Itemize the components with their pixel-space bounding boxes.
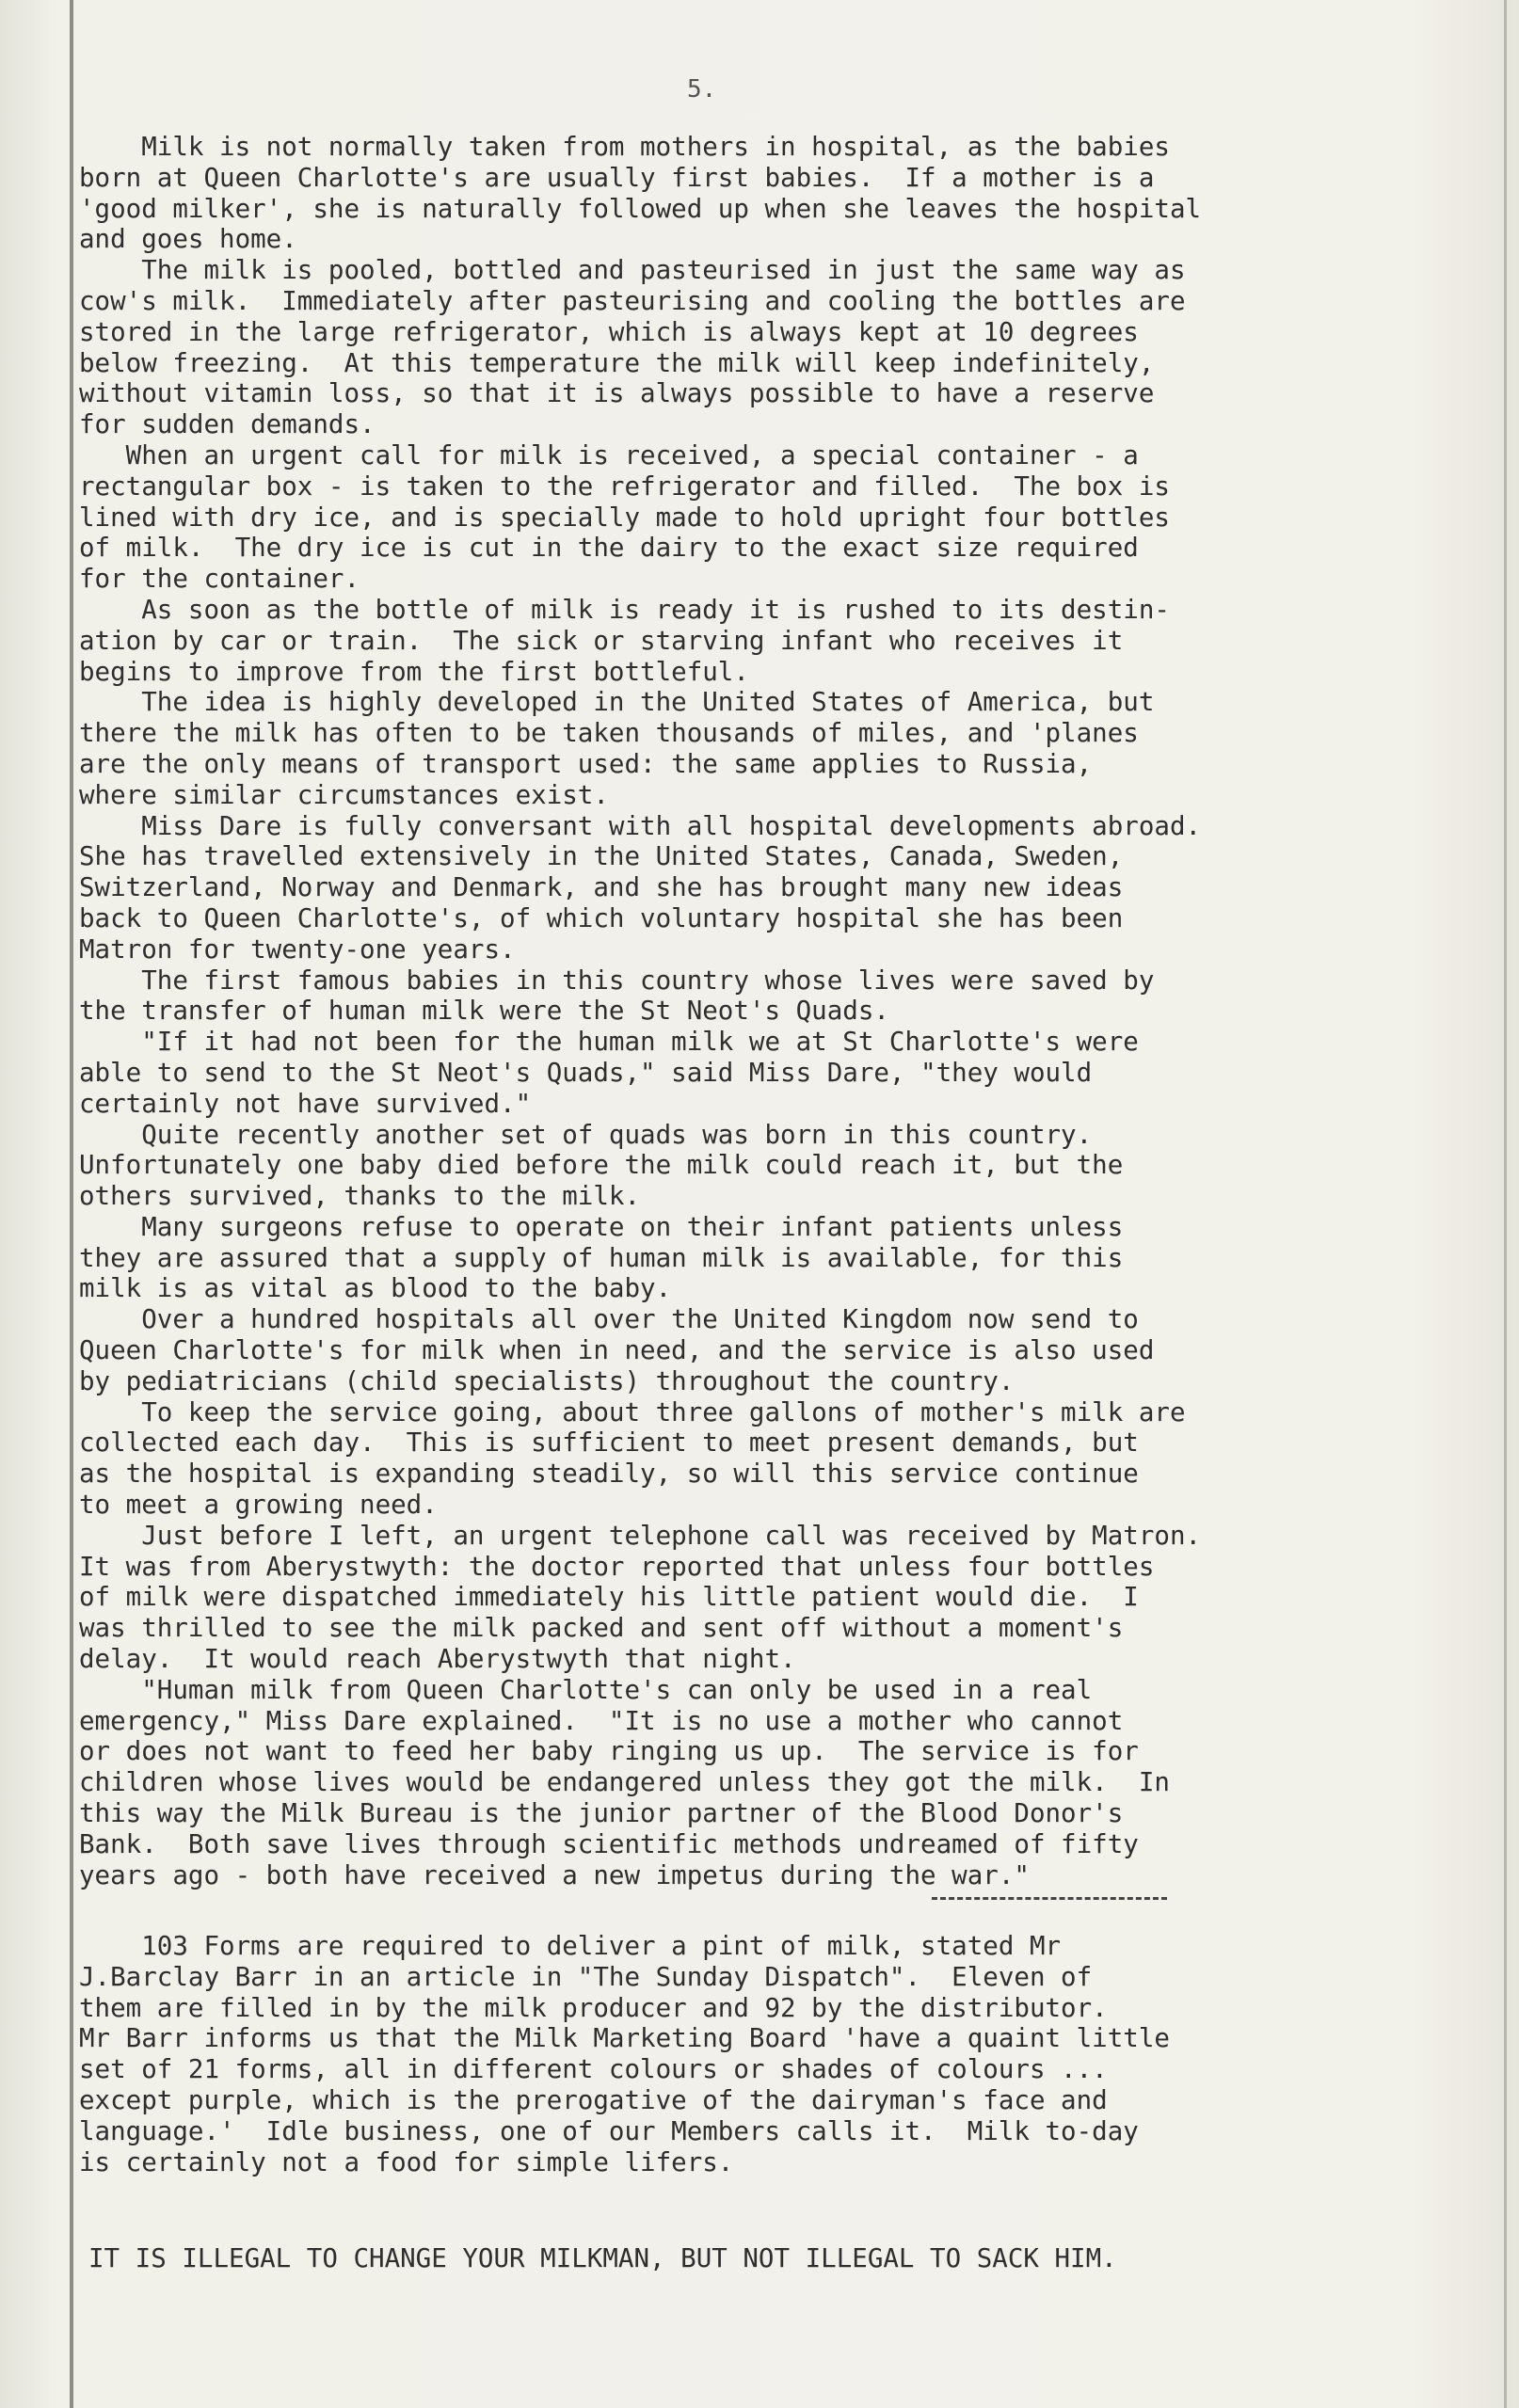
- text-line: Bank. Both save lives through scientific methods undreamed of fifty: [79, 1828, 1139, 1859]
- text-line: of milk were dispatched immediately his little patient would die. I: [79, 1582, 1139, 1613]
- text-line: there the milk has often to be taken thousands of miles, and 'planes: [79, 718, 1139, 749]
- text-line: begins to improve from the first bottleful.: [79, 656, 749, 687]
- text-line: and goes home.: [79, 224, 297, 255]
- text-line: Many surgeons refuse to operate on their infant patients unless: [79, 1211, 1124, 1242]
- text-line: Switzerland, Norway and Denmark, and she has brought many new ideas: [79, 872, 1124, 903]
- text-line: Miss Dare is fully conversant with all hospital developments abroad.: [79, 810, 1202, 841]
- text-line: set of 21 forms, all in different colours or shades of colours ...: [79, 2054, 1108, 2085]
- right-edge-rule: [1504, 0, 1507, 2408]
- text-line: others survived, thanks to the milk.: [79, 1181, 641, 1212]
- left-margin-rule: [70, 0, 73, 2408]
- text-line: Queen Charlotte's for milk when in need, and the service is also used: [79, 1335, 1155, 1366]
- text-line: emergency," Miss Dare explained. "It is no use a mother who cannot: [79, 1705, 1124, 1736]
- milk-forms-paragraph: [79, 1931, 1434, 2177]
- text-line: The milk is pooled, bottled and pasteurised in just the same way as: [79, 255, 1186, 286]
- text-line: without vitamin loss, so that it is always possible to have a reserve: [79, 378, 1155, 409]
- text-line: Just before I left, an urgent telephone call was received by Matron.: [79, 1520, 1202, 1551]
- text-line: Over a hundred hospitals all over the United Kingdom now send to: [79, 1304, 1139, 1335]
- text-line: Matron for twenty-one years.: [79, 933, 516, 965]
- text-line: milk is as vital as blood to the baby.: [79, 1273, 672, 1304]
- text-line: delay. It would reach Aberystwyth that night.: [79, 1644, 796, 1675]
- text-line: are the only means of transport used: the same applies to Russia,: [79, 748, 1093, 779]
- text-line: ation by car or train. The sick or starving infant who receives it: [79, 625, 1124, 656]
- text-line: stored in the large refrigerator, which is always kept at 10 degrees: [79, 316, 1139, 347]
- text-line: children whose lives would be endangered unless they got the milk. In: [79, 1767, 1170, 1798]
- section-divider: [932, 1897, 1167, 1900]
- text-line: as the hospital is expanding steadily, so will this service continue: [79, 1459, 1139, 1490]
- text-line: It was from Aberystwyth: the doctor reported that unless four bottles: [79, 1551, 1155, 1582]
- text-line: Milk is not normally taken from mothers in hospital, as the babies: [79, 132, 1170, 162]
- text-line: "If it had not been for the human milk we at St Charlotte's were: [79, 1027, 1139, 1058]
- text-line: When an urgent call for milk is received, a special container - a: [79, 439, 1139, 470]
- text-line: or does not want to feed her baby ringing us up. The service is for: [79, 1736, 1139, 1767]
- text-line: them are filled in by the milk producer and 92 by the distributor.: [79, 1992, 1108, 2023]
- text-line: able to send to the St Neot's Quads," said Miss Dare, "they would: [79, 1057, 1093, 1088]
- text-line: years ago - both have received a new impetus during the war.": [79, 1859, 1030, 1890]
- page-number: 5.: [687, 75, 717, 104]
- text-line: J.Barclay Barr in an article in "The Sunday Dispatch". Eleven of: [79, 1961, 1093, 1992]
- text-line: Mr Barr informs us that the Milk Marketing Board 'have a quaint little: [79, 2023, 1170, 2054]
- text-line: As soon as the bottle of milk is ready it is rushed to its destin-: [79, 594, 1170, 625]
- text-line: of milk. The dry ice is cut in the dairy to the exact size required: [79, 533, 1139, 564]
- article-body: [79, 132, 1434, 1890]
- text-line: born at Queen Charlotte's are usually first babies. If a mother is a: [79, 162, 1155, 193]
- text-line: collected each day. This is sufficient to meet present demands, but: [79, 1427, 1139, 1459]
- text-line: back to Queen Charlotte's, of which voluntary hospital she has been: [79, 902, 1124, 933]
- text-line: was thrilled to see the milk packed and sent off without a moment's: [79, 1613, 1124, 1644]
- text-line: is certainly not a food for simple lifers.: [79, 2146, 734, 2177]
- text-line: to meet a growing need.: [79, 1490, 438, 1521]
- text-line: where similar circumstances exist.: [79, 779, 609, 810]
- text-line: The idea is highly developed in the United States of America, but: [79, 687, 1155, 718]
- text-line: 103 Forms are required to deliver a pint of milk, stated Mr: [79, 1931, 1062, 1961]
- text-line: except purple, which is the prerogative of the dairyman's face and: [79, 2084, 1108, 2115]
- text-line: The first famous babies in this country whose lives were saved by: [79, 965, 1155, 996]
- text-line: cow's milk. Immediately after pasteurising and cooling the bottles are: [79, 285, 1186, 316]
- text-line: Unfortunately one baby died before the milk could reach it, but the: [79, 1150, 1124, 1181]
- text-line: this way the Milk Bureau is the junior partner of the Blood Donor's: [79, 1798, 1124, 1829]
- text-line: language.' Idle business, one of our Members calls it. Milk to-day: [79, 2115, 1139, 2146]
- text-line: She has travelled extensively in the United States, Canada, Sweden,: [79, 841, 1124, 872]
- text-line: lined with dry ice, and is specially made to hold upright four bottles: [79, 502, 1170, 533]
- text-line: for sudden demands.: [79, 409, 376, 440]
- text-line: To keep the service going, about three gallons of mother's milk are: [79, 1396, 1186, 1427]
- text-line: below freezing. At this temperature the milk will keep indefinitely,: [79, 347, 1155, 378]
- closing-remark: IT IS ILLEGAL TO CHANGE YOUR MILKMAN, BUT NOT ILLEGAL TO SACK HIM.: [88, 2243, 1117, 2273]
- text-line: certainly not have survived.": [79, 1088, 532, 1119]
- text-line: rectangular box - is taken to the refrigerator and filled. The box is: [79, 470, 1170, 502]
- text-line: "Human milk from Queen Charlotte's can only be used in a real: [79, 1674, 1093, 1705]
- text-line: for the container.: [79, 564, 360, 595]
- text-line: Quite recently another set of quads was born in this country.: [79, 1119, 1093, 1150]
- text-line: the transfer of human milk were the St Neot's Quads.: [79, 996, 889, 1027]
- text-line: by pediatricians (child specialists) throughout the country.: [79, 1365, 1015, 1396]
- text-line: 'good milker', she is naturally followed up when she leaves the hospital: [79, 193, 1202, 224]
- text-line: they are assured that a supply of human milk is available, for this: [79, 1242, 1124, 1273]
